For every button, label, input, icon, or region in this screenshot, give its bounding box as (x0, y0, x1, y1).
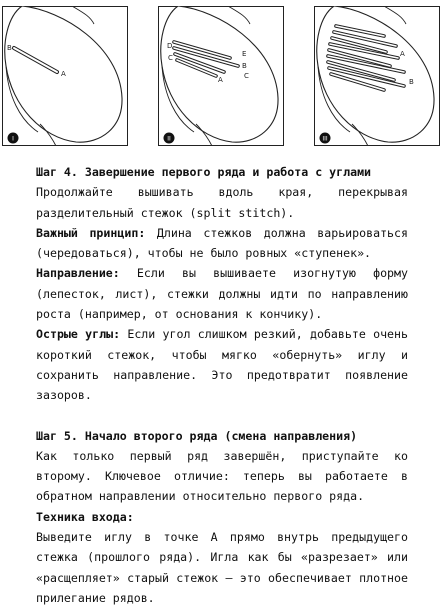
panel-1-drawing (2, 6, 128, 146)
step4-direction-text: Если вы вышиваете изогнутую форму (лепесток, лист), стежки должны идти по направлению роста (например, от основания к кончику). (36, 266, 408, 322)
panel-3-label-b: B (409, 78, 414, 86)
panel-2-label-a: A (218, 76, 223, 84)
step4-principle-text: Длина стежков должна варьироваться (чередоваться), чтобы не было ровных «ступенек». (36, 225, 409, 261)
step4-intro: Продолжайте вышивать вдоль края, перекрывая разделительный стежок (split stitch). (36, 185, 408, 220)
step4-direction (36, 263, 408, 324)
panel-step-2 (158, 6, 284, 146)
panel-2-drawing (158, 6, 284, 146)
panel-2-badge-text: II (167, 135, 171, 143)
panel-3-label-a: A (400, 50, 405, 58)
step4-corners (36, 324, 408, 405)
step4-corners-label: Острые углы: (36, 327, 121, 342)
step4-principle-label: Важный принцип: (36, 225, 146, 240)
step4-corners-text: Если угол слишком резкий, добавьте очень короткий стежок, чтобы мягко «обернуть» иглу и сохранить направление. Это предотвратит появление зазоров. (36, 327, 408, 403)
panel-2-label-b: B (242, 62, 247, 70)
section-spacer (36, 406, 408, 426)
panel-step-3 (314, 6, 440, 146)
step5-intro: Как только первый ряд завершён, приступайте ко второму. Ключевое отличие: теперь вы работаете в обратном направлении относительно первого ряда. (36, 448, 408, 504)
panel-2-label-e: E (242, 50, 247, 58)
step5-technique-text: Выведите иглу в точке А прямо внутрь предыдущего стежка (прошлого ряда). Игла как бы «разрезает» или «расщепляет» старый стежок — это обеспечивает плотное прилегание рядов. (36, 530, 408, 605)
panel-2-label-c2: C (244, 72, 249, 80)
step5-technique-label: Техника входа: (36, 509, 134, 524)
panel-3-drawing (314, 6, 440, 146)
panel-step-1 (2, 6, 128, 146)
step4-direction-label: Направление: (36, 266, 120, 281)
panel-1-badge-text: I (12, 135, 14, 143)
panel-1-label-a: A (61, 70, 66, 78)
panel-2-label-d: D (167, 42, 173, 50)
step5-title: Шаг 5. Начало второго ряда (смена направления) (36, 428, 358, 443)
panel-1-label-b: B (7, 44, 12, 52)
step4-title: Шаг 4. Завершение первого ряда и работа с углами (36, 165, 372, 179)
illustration-panels (0, 0, 443, 152)
panel-2-label-c: C (168, 54, 173, 62)
step4-principle (36, 223, 408, 264)
article-body (36, 162, 408, 608)
panel-3-badge-text: III (322, 135, 328, 143)
